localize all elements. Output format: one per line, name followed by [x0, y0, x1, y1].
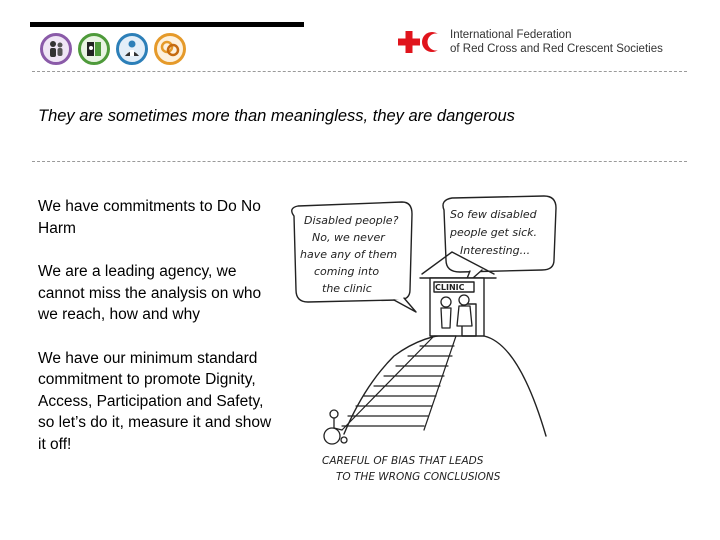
ifrc-logo	[398, 28, 663, 56]
bubble-right-line2: people get sick.	[450, 226, 538, 239]
paragraph-minimum-standard: We have our minimum standard commitment to promote Dignity, Access, Participation and Safety, so let’s do it, measure it and show it off!	[38, 349, 272, 453]
paragraph-leading-agency: We are a leading agency, we cannot miss the analysis on who we reach, how and why	[38, 263, 262, 323]
bubble-left-line1: Disabled people?	[304, 214, 399, 227]
bubble-left-line5: the clinic	[322, 282, 372, 295]
caption-line1: CAREFUL OF BIAS THAT LEADS	[322, 455, 484, 467]
people-icon	[40, 33, 72, 65]
hill	[344, 334, 546, 437]
book-icon	[78, 33, 110, 65]
bubble-right-line3: Interesting...	[460, 244, 531, 257]
org-name-line2: of Red Cross and Red Crescent Societies	[450, 43, 663, 55]
body-text	[38, 196, 274, 477]
bias-cartoon	[284, 186, 574, 496]
handshake-icon	[116, 33, 148, 65]
divider-middle	[32, 161, 687, 162]
divider-top	[32, 71, 687, 72]
staircase	[342, 336, 456, 430]
bubble-right-line1: So few disabled	[450, 208, 537, 221]
slide-title: They are sometimes more than meaningless, they are dangerous	[38, 107, 515, 125]
paragraph-do-no-harm: We have commitments to Do No Harm	[38, 198, 261, 237]
bubble-left-line3: have any of them	[300, 248, 398, 261]
clinic-sign: CLINIC	[435, 283, 465, 292]
bubble-left-line4: coming into	[314, 265, 380, 278]
top-rule	[30, 22, 304, 27]
org-name-line1: International Federation	[450, 29, 572, 41]
wheelchair-user	[324, 410, 347, 444]
red-cross-crescent-emblem	[398, 29, 442, 55]
family-icon	[154, 33, 186, 65]
bubble-left-line2: No, we never	[312, 231, 385, 244]
caption-line2: TO THE WRONG CONCLUSIONS	[336, 471, 501, 483]
program-icons	[40, 33, 186, 65]
